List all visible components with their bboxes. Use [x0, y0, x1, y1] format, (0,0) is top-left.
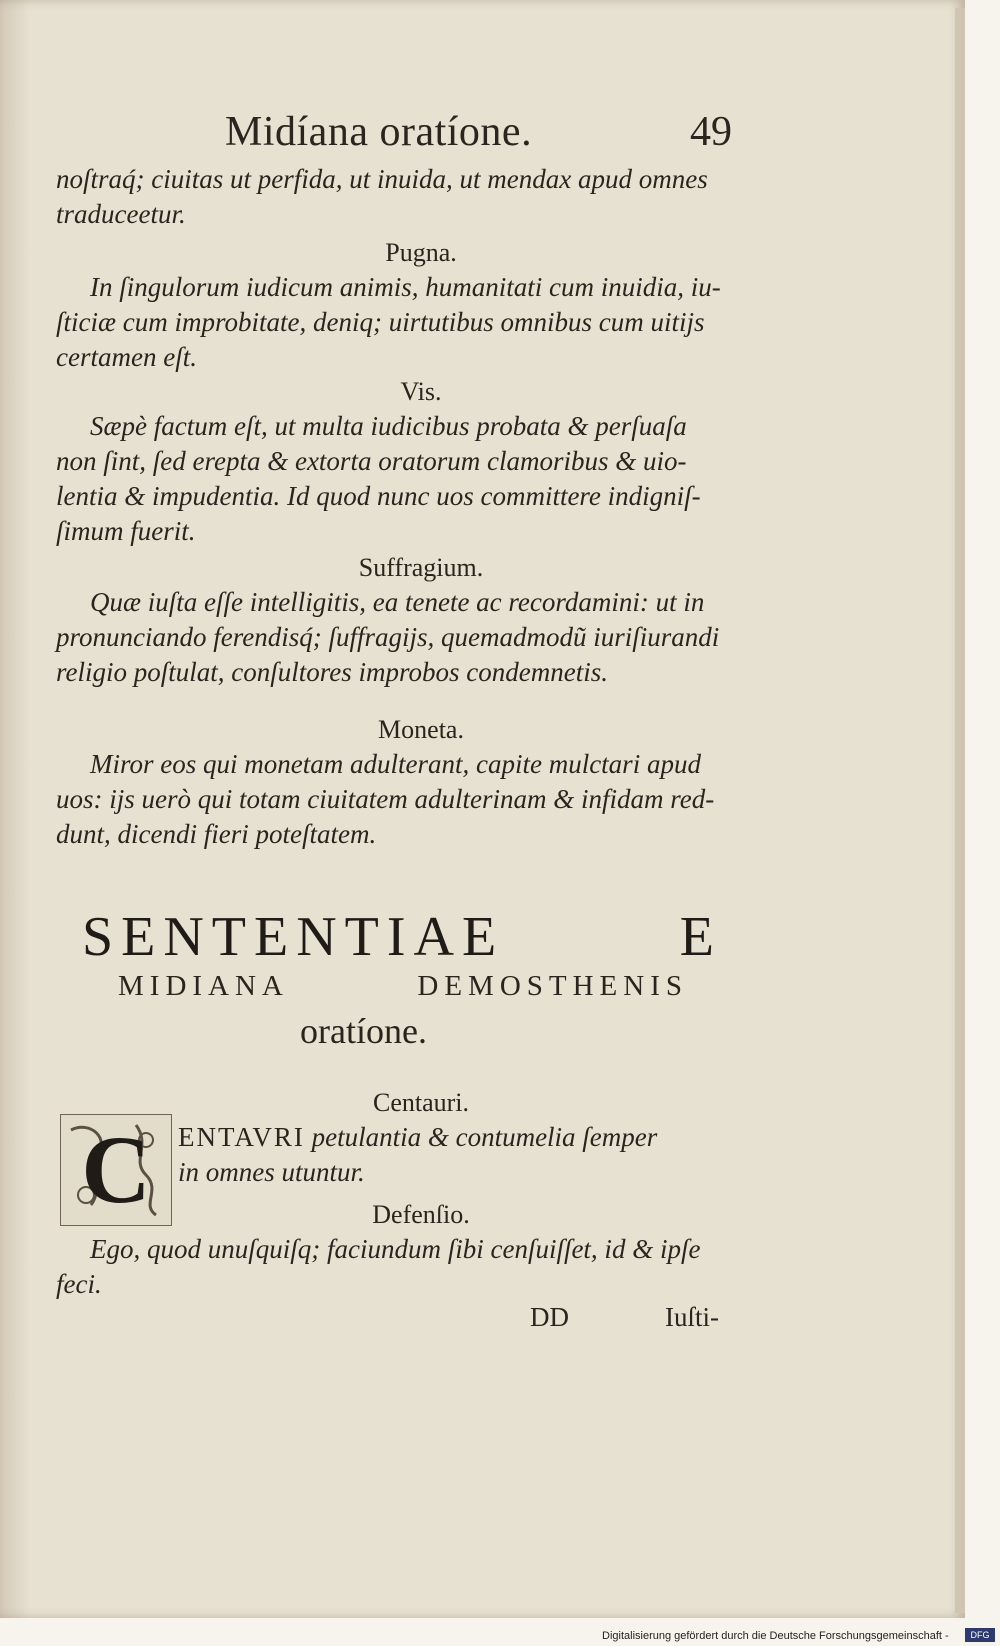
section-heading: Defenſio.	[372, 1200, 470, 1229]
dropcap-letter: C	[81, 1116, 151, 1223]
section-heading: Moneta.	[378, 715, 464, 744]
chapter-subtitle-line3: oratíone.	[300, 1011, 427, 1051]
text-line: feci.	[56, 1269, 102, 1299]
section-heading: Centauri.	[372, 1088, 470, 1117]
running-head: Midíana oratíone.	[225, 109, 533, 155]
signature-mark: DD	[530, 1302, 569, 1332]
text-line: Ego, quod unuſquiſq; faciundum ſibi cenſuiſſet, id & ipſe	[90, 1234, 701, 1264]
text-line: In ſingulorum iudicum animis, humanitati cum inuidia, iu-	[90, 272, 721, 302]
text-line: traduceetur.	[56, 199, 186, 229]
text-line: Quæ iuſta eſſe intelligitis, ea tenete ac recordamini: ut in	[90, 587, 705, 617]
title-word: E	[679, 906, 722, 968]
caps-word: ENTAVRI	[178, 1122, 305, 1152]
gutter-shadow	[0, 0, 30, 1618]
text-line: noſtraq́; ciuitas ut perfida, ut inuida, ut mendax apud omnes	[56, 164, 708, 194]
text-line: ſimum fuerit.	[56, 516, 196, 546]
text-line: in omnes utuntur.	[178, 1157, 365, 1187]
text-line: non ſint, ſed erepta & extorta oratorum clamoribus & uio-	[56, 446, 687, 476]
text-line: Sæpè factum eſt, ut multa iudicibus probata & perſuaſa	[90, 411, 687, 441]
title-word: SENTENTIAE	[82, 906, 505, 968]
text-line: certamen eſt.	[56, 342, 197, 372]
section-heading: Suffragium.	[358, 553, 484, 582]
page-edge	[955, 8, 965, 1613]
chapter-title	[82, 905, 722, 969]
text-line: Miror eos qui monetam adulterant, capite mulctari apud	[90, 749, 701, 779]
text-line: lentia & impudentia. Id quod nunc uos committere indigniſ-	[56, 481, 701, 511]
section-heading: Vis.	[400, 377, 442, 406]
section-pugna	[56, 236, 746, 375]
section-moneta	[56, 713, 746, 852]
subtitle-word: MIDIANA	[118, 970, 289, 1002]
text-line: ſticiæ cum improbitate, deniq; uirtutibus omnibus cum uitijs	[56, 307, 705, 337]
section-vis	[56, 375, 746, 549]
text-line	[178, 1120, 748, 1155]
text-line: religio poſtulat, conſultores improbos condemnetis.	[56, 657, 608, 687]
dfg-logo: DFG	[965, 1628, 995, 1642]
section-suffragium	[56, 551, 746, 690]
text-fragment: petulantia & contumelia ſemper	[311, 1122, 658, 1152]
section-defensio	[56, 1198, 746, 1302]
text-line: dunt, dicendi fieri poteſtatem.	[56, 819, 377, 849]
text-block-opening	[56, 162, 746, 232]
footer-credit: Digitalisierung gefördert durch die Deutsche Forschungsgemeinschaft -	[602, 1630, 949, 1642]
text-line: pronunciando ferendisq́; ſuffragijs, quemadmodũ iuriſiurandi	[56, 622, 720, 652]
section-centauri-body	[178, 1120, 748, 1190]
page-number: 49	[690, 109, 732, 155]
subtitle-word: DEMOSTHENIS	[417, 970, 688, 1002]
catchword: Iuſti-	[665, 1302, 719, 1332]
text-line: uos: ijs uerò qui totam ciuitatem adulterinam & infidam red-	[56, 784, 715, 814]
section-heading: Pugna.	[385, 238, 457, 267]
chapter-subtitle	[118, 970, 688, 1003]
